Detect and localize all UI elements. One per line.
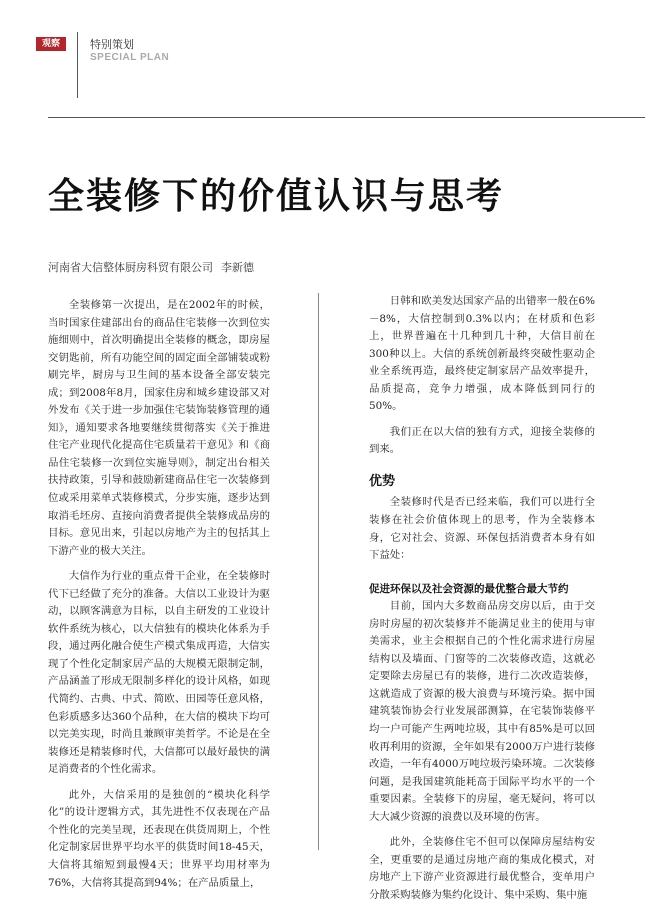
paragraph: 目前，国内大多数商品房交房以后，由于交房时房屋的初次装修并不能满足业主的使用与审美需求，业主会根据自己的个性化需求进行房屋结构以及墙面、门窗等的二次装修改造，这就必定要除去房屋已有的装修，进行二次改造装修，这就造成了资源的极大浪费与环境污染。据中国建筑装饰协会行业发展部测算，在宅装饰装修平均一户可能产生两吨垃圾，其中有85%是可以回收再利用的资源，全年如果有2000万户进行装修改造，一年有4000万吨垃圾污染环境。二次装修问题，是我国建筑能耗高于国际平均水平的一个重要因素。全装修下的房屋，毫无疑问，将可以大大减少资源的浪费以及环境的伤害。 bbox=[369, 600, 595, 823]
author-name: 李新德 bbox=[221, 261, 254, 274]
author-organization: 河南省大信整体厨房科贸有限公司 bbox=[48, 261, 213, 274]
left-column bbox=[48, 297, 270, 892]
section-label-en: SPECIAL PLAN bbox=[90, 52, 170, 63]
column-divider bbox=[318, 293, 319, 850]
subsection-heading: 促进环保以及社会资源的最优整合最大节约 bbox=[369, 582, 569, 595]
paragraph: 我们正在以大信的独有方式，迎接全装修的到来。 bbox=[369, 425, 595, 456]
article-title: 全装修下的价值认识与思考 bbox=[48, 175, 505, 217]
header-rule bbox=[48, 117, 645, 118]
section-badge: 观察 bbox=[36, 37, 66, 51]
paragraph: 大信作为行业的重点骨干企业，在全装修时代下已经做了充分的准备。大信以工业设计为驱动，以顾客满意为目标，以自主研发的工业设计软件系统为核心，以大信独有的模块化体系为手段，通过两化融合使生产模式集成再造，大信实现了个性化定制家居产品的大规模无限制定制，产品涵盖了形成无限制多样化的设计风格，如现代简约、古典、中式、简欧、田园等任意风格，色彩质感多达360个品种，在大信的模块下均可以完美实现，时尚且兼顾审美哲学。不论是在全装修还是精装修时代，大信都可以最好最快的满足消费者的个性化需求。 bbox=[48, 570, 270, 776]
paragraph: 全装修第一次提出，是在2002年的时候，当时国家住建部出台的商品住宅装修一次到位实施细则中，首次明确提出全装修的概念，即房屋交钥匙前，所有功能空间的固定面全部铺装或粉刷完毕，厨房与卫生间的基本设备全部安装完成；到2008年8月，国家住房和城乡建设部又对外发布《关于进一步加强住宅装饰装修管理的通知》，通知要求各地要继续贯彻落实《关于推进住宅产业现代化提高住宅质量若干意见》和《商品住宅装修一次到位实施导则》，制定出台相关扶持政策，引导和鼓励新建商品住宅一次装修到位或采用菜单式装修模式，分步实施，逐步达到取消毛坯房、直接向消费者提供全装修成品房的目标。意见出来，引起以房地产为主的包括其上下游产业的极大关注。 bbox=[48, 299, 270, 557]
paragraph: 日韩和欧美发达国家产品的出错率一般在6%－8%，大信控制到0.3%以内；在材质和色彩上，世界普遍在十几种到几十种，大信目前在300种以上。大信的系统创新最终突破性驱动企业全系统再造，最终使定制家居产品效率提升，品质提高，竞争力增强，成本降低到同行的50%。 bbox=[369, 295, 595, 413]
byline bbox=[48, 259, 262, 275]
paragraph: 此外，大信采用的是独创的“模块化科学化”的设计逻辑方式，其先进性不仅表现在产品个性化的完美呈现，还表现在供货周期上，个性化定制家居世界平均水平的供货时间18-45天，大信将其缩短到最慢4天；世界平均用材率为76%，大信将其提高到94%；在产品质量上， bbox=[48, 788, 270, 889]
header-divider bbox=[77, 32, 78, 98]
paragraph: 此外，全装修住宅不但可以保障房屋结构安全，更重要的是通过房地产商的集成化模式，对房地产上下游产业资源进行最优整合，变单用户分散采购装修为集约化设计、集中采购、集中施 bbox=[369, 836, 595, 901]
paragraph: 全装修时代是否已经来临，我们可以进行全装修在社会价值体现上的思考，作为全装修本身，它对社会、资源、环保包括消费者本身有如下益处： bbox=[369, 496, 595, 562]
right-column bbox=[369, 293, 595, 905]
section-label-cn: 特别策划 bbox=[90, 38, 134, 51]
section-heading: 优势 bbox=[369, 473, 396, 489]
